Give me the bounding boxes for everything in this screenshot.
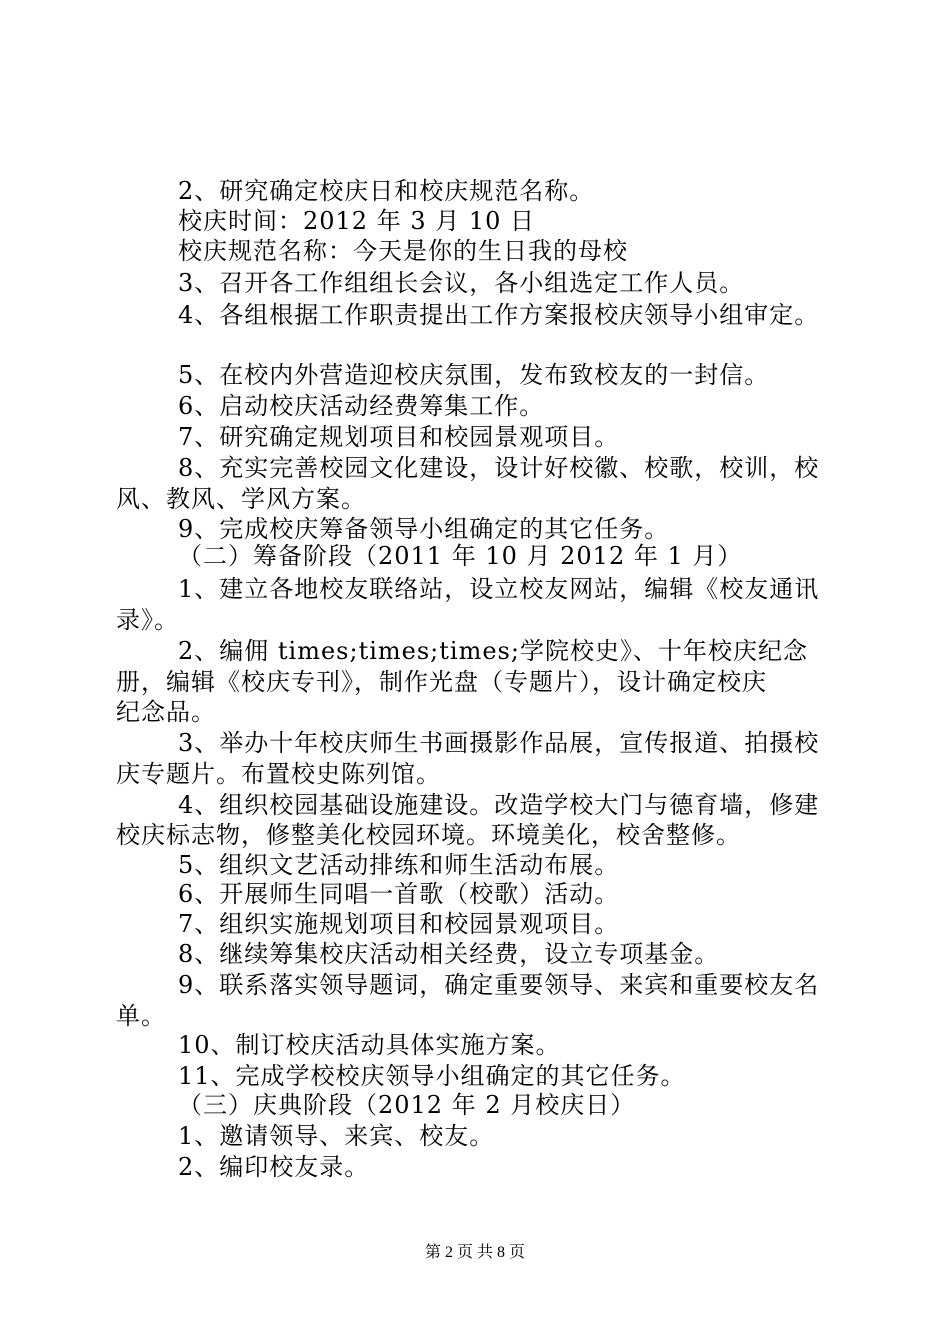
text-line: 4、各组根据工作职责提出工作方案报校庆领导小组审定。 (178, 301, 820, 329)
section-heading: （三）庆典阶段（2012 年 2 月校庆日） (178, 1091, 636, 1119)
text-line: 4、组织校园基础设施建设。改造学校大门与德育墙，修建 (178, 791, 820, 819)
text-line: 风、教风、学风方案。 (116, 485, 366, 513)
text-line: 5、在校内外营造迎校庆氛围，发布致校友的一封信。 (178, 361, 770, 389)
text-line: 纪念品。 (116, 698, 216, 726)
text-line: 3、举办十年校庆师生书画摄影作品展，宣传报道、拍摄校 (178, 729, 820, 757)
text-line: 校庆规范名称：今天是你的生日我的母校 (178, 237, 628, 265)
text-line: 校庆标志物，修整美化校园环境。环境美化，校舍整修。 (116, 821, 741, 849)
text-line: 11、完成学校校庆领导小组确定的其它任务。 (178, 1062, 686, 1090)
text-line: 7、研究确定规划项目和校园景观项目。 (178, 423, 620, 451)
text-line: 册，编辑《校庆专刊》，制作光盘（专题片），设计确定校庆 (116, 668, 767, 696)
text-line: 1、邀请领导、来宾、校友。 (178, 1122, 495, 1150)
text-line: 2、研究确定校庆日和校庆规范名称。 (178, 177, 595, 205)
text-line: 庆专题片。布置校史陈列馆。 (116, 760, 441, 788)
text-line: 6、开展师生同唱一首歌（校歌）活动。 (178, 880, 620, 908)
text-line: 9、联系落实领导题词，确定重要领导、来宾和重要校友名 (178, 971, 820, 999)
text-line: 3、召开各工作组组长会议，各小组选定工作人员。 (178, 269, 745, 297)
text-line: 9、完成校庆筹备领导小组确定的其它任务。 (178, 515, 670, 543)
text-line: 2、编印校友录。 (178, 1153, 370, 1181)
section-heading: （二）筹备阶段（2011 年 10 月 2012 年 1 月） (178, 542, 743, 570)
text-line: 10、制订校庆活动具体实施方案。 (178, 1031, 561, 1059)
text-line: 5、组织文艺活动排练和师生活动布展。 (178, 851, 620, 879)
page-number-footer: 第 2 页 共 8 页 (424, 1244, 525, 1261)
text-line: 1、建立各地校友联络站，设立校友网站，编辑《校友通讯 (178, 575, 820, 603)
text-line: 录》。 (116, 606, 179, 634)
text-line: 7、组织实施规划项目和校园景观项目。 (178, 910, 620, 938)
text-line: 6、启动校庆活动经费筹集工作。 (178, 392, 545, 420)
text-line: 8、继续筹集校庆活动相关经费，设立专项基金。 (178, 940, 720, 968)
text-line: 校庆时间：2012 年 3 月 10 日 (178, 207, 536, 235)
text-line: 8、充实完善校园文化建设，设计好校徽、校歌，校训，校 (178, 454, 820, 482)
text-line: 单。 (116, 1002, 166, 1030)
text-line: 2、编佣 times;times;times;学院校史》、十年校庆纪念 (178, 637, 808, 665)
